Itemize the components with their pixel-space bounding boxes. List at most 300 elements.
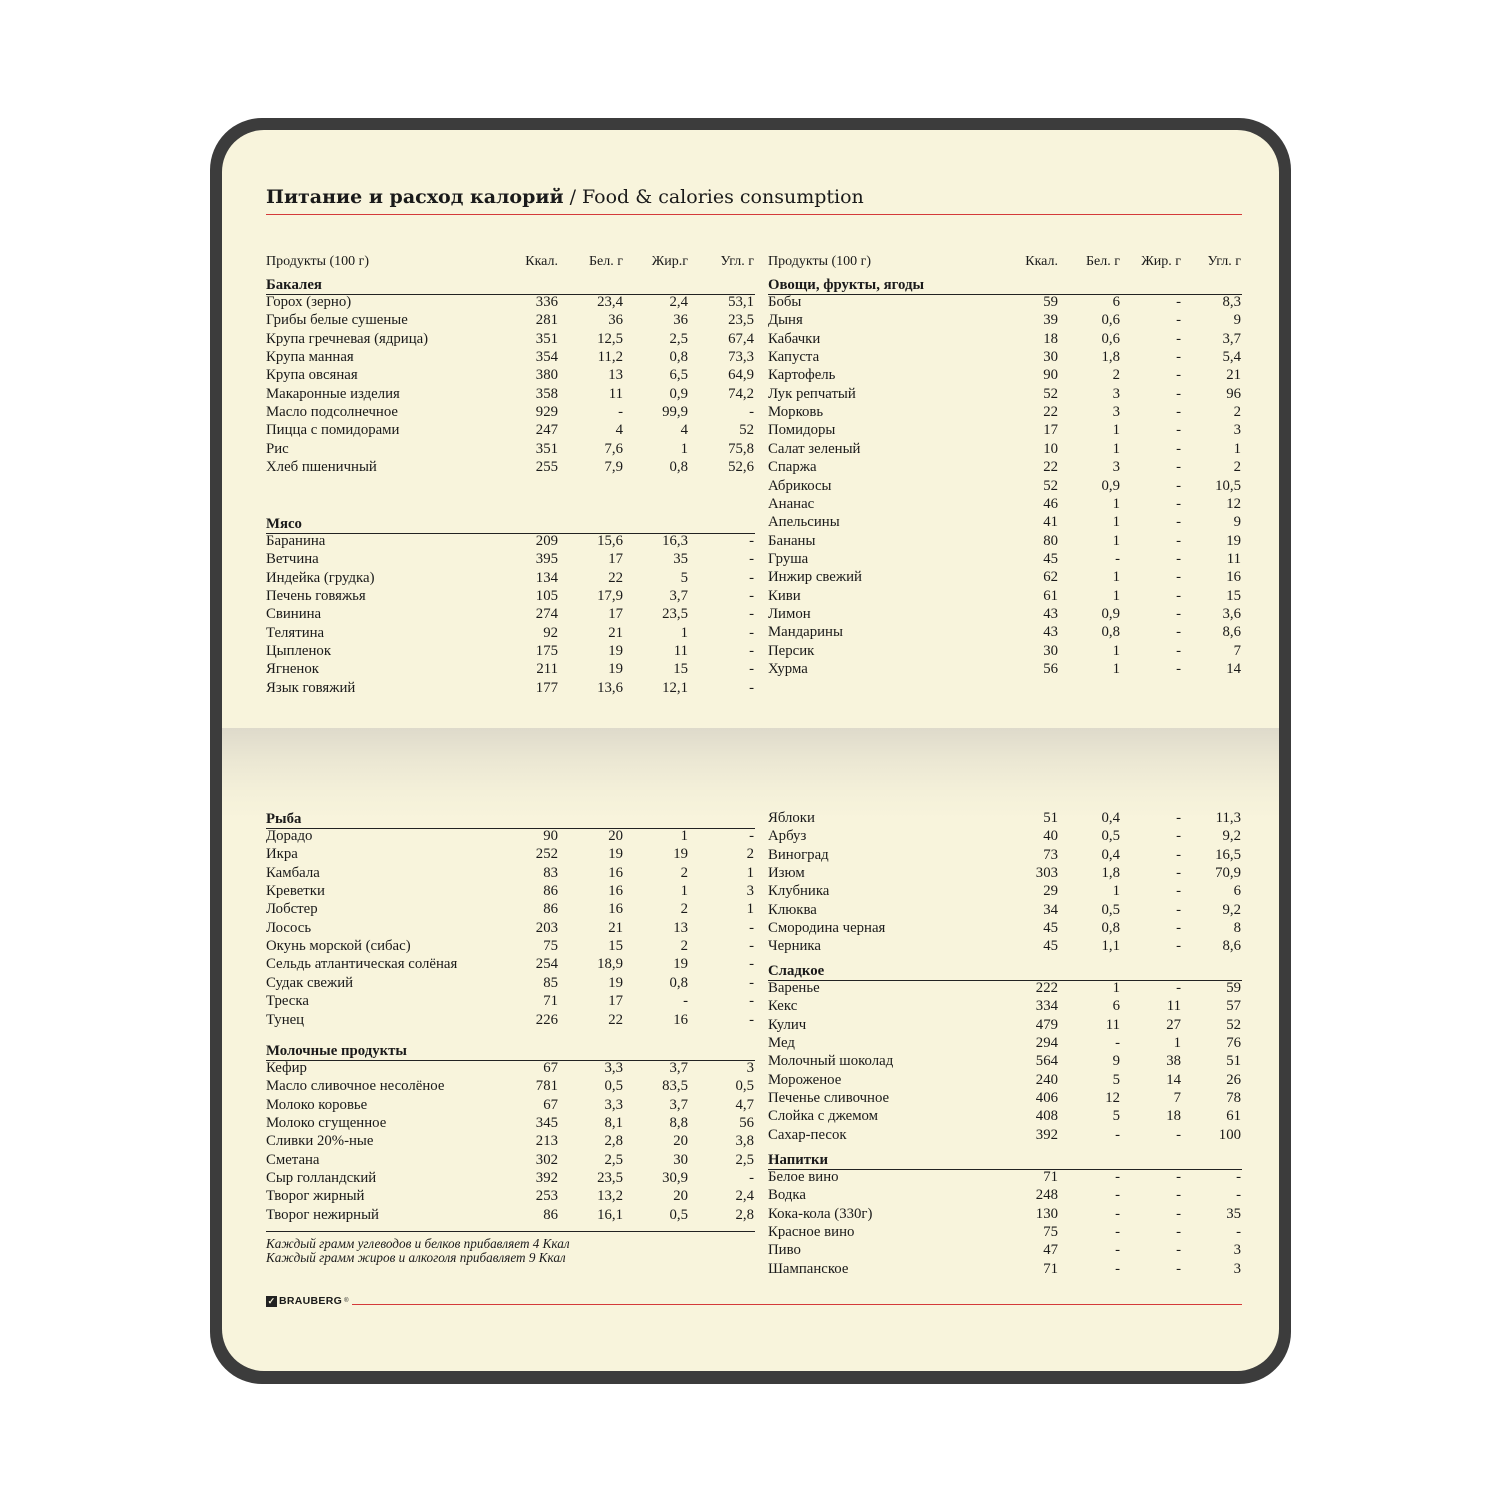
product-name: Сахар-песок — [768, 1126, 847, 1143]
protein-value: 12 — [1105, 1090, 1120, 1107]
fat-value: 19 — [673, 956, 688, 973]
fat-value: 1 — [680, 828, 688, 844]
table-row — [266, 550, 755, 568]
product-name: Морковь — [768, 404, 824, 421]
carbs-value: 61 — [1226, 1108, 1241, 1125]
product-name: Хлеб пшеничный — [266, 459, 377, 476]
carbs-value: 3,6 — [1222, 605, 1241, 622]
carbs-value: 16 — [1226, 569, 1241, 586]
table-row — [266, 403, 755, 421]
table-row — [768, 827, 1242, 845]
protein-value: 16 — [608, 864, 623, 881]
product-name: Молочный шоколад — [768, 1053, 894, 1070]
table-row — [768, 293, 1242, 311]
table-row — [266, 955, 755, 973]
carbs-value: 59 — [1226, 980, 1241, 996]
protein-value: 7,6 — [604, 440, 623, 457]
kcal-value: 46 — [1043, 495, 1058, 512]
column-header-col-fat: Жир. г — [1141, 254, 1181, 269]
product-name: Баранина — [266, 533, 326, 549]
table-row — [266, 642, 755, 660]
product-name: Пицца с помидорами — [266, 422, 400, 439]
carbs-value: 8,6 — [1222, 624, 1241, 641]
kcal-value: 929 — [535, 404, 558, 421]
kcal-value: 226 — [535, 1011, 558, 1028]
kcal-value: 86 — [543, 901, 558, 918]
fat-value: 6,5 — [669, 367, 688, 384]
table-row — [768, 403, 1242, 421]
kcal-value: 67 — [543, 1096, 558, 1113]
carbs-value: 1 — [746, 864, 754, 881]
product-name: Шампанское — [768, 1260, 849, 1277]
table-row — [266, 992, 755, 1010]
carbs-value: 9,2 — [1222, 828, 1241, 845]
product-name: Икра — [266, 846, 298, 863]
section-title-myaso: Мясо — [266, 516, 755, 534]
kcal-value: 71 — [1043, 1169, 1058, 1185]
protein-value: 18,9 — [597, 956, 623, 973]
kcal-value: 61 — [1043, 587, 1058, 604]
product-name: Бананы — [768, 532, 816, 549]
product-name: Белое вино — [768, 1169, 839, 1185]
protein-value: 19 — [608, 643, 623, 660]
protein-value: 1 — [1112, 532, 1120, 549]
carbs-value: - — [749, 679, 754, 696]
table-row — [768, 919, 1242, 937]
carbs-value: - — [749, 919, 754, 936]
brand-name: BRAUBERG — [279, 1295, 343, 1307]
kcal-value: 22 — [1043, 459, 1058, 476]
product-name: Крупа овсяная — [266, 367, 358, 384]
table-row — [768, 1168, 1242, 1186]
table-row — [768, 1107, 1242, 1125]
table-row — [266, 458, 755, 476]
carbs-value: 16,5 — [1215, 846, 1241, 863]
table-row — [768, 1089, 1242, 1107]
table-row — [768, 477, 1242, 495]
fat-value: - — [1176, 938, 1181, 955]
kcal-value: 10 — [1043, 440, 1058, 457]
table-row — [768, 1016, 1242, 1034]
section-title-moloko: Молочные продукты — [266, 1043, 755, 1061]
protein-value: 8,1 — [604, 1115, 623, 1132]
product-name: Свинина — [266, 606, 322, 623]
carbs-value: - — [749, 938, 754, 955]
note-line-1: Каждый грамм углеводов и белков прибавляет 4 Ккал — [266, 1236, 570, 1251]
carbs-value: 3 — [746, 1060, 754, 1076]
carbs-value: 52 — [739, 422, 754, 439]
product-name: Персик — [768, 642, 815, 659]
protein-value: 1 — [1112, 883, 1120, 900]
kcal-value: 86 — [543, 883, 558, 900]
product-name: Цыпленок — [266, 643, 332, 660]
table-row — [266, 1114, 755, 1132]
fat-value: - — [1176, 865, 1181, 882]
protein-value: 0,6 — [1101, 312, 1120, 329]
carbs-value: - — [749, 551, 754, 568]
carbs-value: - — [749, 974, 754, 991]
table-row — [768, 568, 1242, 586]
table-row — [266, 845, 755, 863]
check-icon: ✓ — [267, 1295, 276, 1306]
kcal-value: 73 — [1043, 846, 1058, 863]
fat-value: 0,8 — [669, 974, 688, 991]
table-row — [768, 882, 1242, 900]
protein-value: - — [618, 404, 623, 421]
table-row — [768, 605, 1242, 623]
carbs-value: - — [749, 404, 754, 421]
fat-value: - — [1176, 367, 1181, 384]
protein-value: 15,6 — [597, 533, 623, 549]
kcal-value: 71 — [543, 993, 558, 1010]
fat-value: - — [1176, 514, 1181, 531]
kcal-value: 406 — [1035, 1090, 1058, 1107]
product-name: Водка — [768, 1187, 806, 1204]
table-row — [266, 440, 755, 458]
fat-value: - — [1176, 1187, 1181, 1204]
table-row — [768, 623, 1242, 641]
table-row — [768, 937, 1242, 955]
product-name: Ананас — [768, 495, 815, 512]
kcal-value: 213 — [535, 1133, 558, 1150]
table-row — [768, 660, 1242, 678]
carbs-value: 56 — [739, 1115, 754, 1132]
table-row — [266, 624, 755, 642]
protein-value: 16,1 — [597, 1206, 623, 1223]
kcal-value: 45 — [1043, 550, 1058, 567]
protein-value: - — [1115, 1205, 1120, 1222]
product-name: Ветчина — [266, 551, 319, 568]
carbs-value: 51 — [1226, 1053, 1241, 1070]
fat-value: 2 — [680, 864, 688, 881]
section-title-napitki: Напитки — [768, 1152, 1242, 1170]
carbs-value: 2,5 — [735, 1151, 754, 1168]
table-row — [768, 846, 1242, 864]
carbs-value: 64,9 — [728, 367, 754, 384]
carbs-value: 1 — [746, 901, 754, 918]
page-fold — [222, 728, 1279, 820]
kcal-value: 17 — [1043, 422, 1058, 439]
fat-value: 3,7 — [669, 1096, 688, 1113]
table-row — [768, 1260, 1242, 1278]
protein-value: 3 — [1112, 385, 1120, 402]
carbs-value: - — [749, 624, 754, 641]
product-name: Сметана — [266, 1151, 320, 1168]
product-name: Лимон — [768, 605, 811, 622]
product-name: Бобы — [768, 294, 802, 310]
kcal-value: 92 — [543, 624, 558, 641]
carbs-value: 2,4 — [735, 1188, 754, 1205]
fat-value: 12,1 — [662, 679, 688, 696]
carbs-value: 70,9 — [1215, 865, 1241, 882]
kcal-value: 351 — [535, 440, 558, 457]
product-name: Телятина — [266, 624, 325, 641]
product-name: Клубника — [768, 883, 830, 900]
kcal-value: 247 — [535, 422, 558, 439]
brand-logo — [266, 1294, 349, 1308]
protein-value: 15 — [608, 938, 623, 955]
table-row — [266, 348, 755, 366]
product-name: Яблоки — [768, 810, 815, 826]
kcal-value: 52 — [1043, 385, 1058, 402]
fat-value: 0,8 — [669, 459, 688, 476]
protein-value: - — [1115, 1169, 1120, 1185]
protein-value: 3 — [1112, 404, 1120, 421]
table-row — [266, 1151, 755, 1169]
fat-value: - — [1176, 901, 1181, 918]
protein-value: - — [1115, 1260, 1120, 1277]
fat-value: 2,5 — [669, 330, 688, 347]
protein-value: 0,5 — [1101, 828, 1120, 845]
product-name: Дорадо — [266, 828, 313, 844]
fat-value: - — [683, 993, 688, 1010]
fat-value: - — [1176, 587, 1181, 604]
carbs-value: 11 — [1226, 550, 1241, 567]
kcal-value: 203 — [535, 919, 558, 936]
table-row — [266, 864, 755, 882]
product-name: Молоко сгущенное — [266, 1115, 387, 1132]
kcal-value: 71 — [1043, 1260, 1058, 1277]
kcal-value: 345 — [535, 1115, 558, 1132]
kcal-value: 303 — [1035, 865, 1058, 882]
carbs-value: 67,4 — [728, 330, 754, 347]
table-row — [266, 1206, 755, 1224]
fat-value: - — [1176, 810, 1181, 826]
kcal-value: 392 — [1035, 1126, 1058, 1143]
table-row — [768, 901, 1242, 919]
fat-value: - — [1176, 1224, 1181, 1241]
table-row — [768, 1052, 1242, 1070]
carbs-value: 6 — [1233, 883, 1241, 900]
table-row — [266, 660, 755, 678]
protein-value: 0,8 — [1101, 624, 1120, 641]
product-name: Виноград — [768, 846, 829, 863]
protein-value: 0,5 — [604, 1078, 623, 1095]
carbs-value: 3 — [1233, 1242, 1241, 1259]
table-row — [266, 1132, 755, 1150]
product-name: Печенье сливочное — [768, 1090, 890, 1107]
kcal-value: 408 — [1035, 1108, 1058, 1125]
carbs-value: 9,2 — [1222, 901, 1241, 918]
carbs-value: - — [749, 606, 754, 623]
table-row — [768, 311, 1242, 329]
protein-value: 16 — [608, 901, 623, 918]
product-name: Инжир свежий — [768, 569, 862, 586]
column-header-col-kcal: Ккал. — [1025, 254, 1058, 269]
fat-value: 3,7 — [669, 1060, 688, 1076]
protein-value: 1,1 — [1101, 938, 1120, 955]
protein-value: 22 — [608, 1011, 623, 1028]
product-name: Капуста — [768, 349, 820, 366]
page-title — [266, 186, 1242, 208]
kcal-value: 351 — [535, 330, 558, 347]
product-name: Смородина черная — [768, 920, 886, 937]
table-row — [768, 366, 1242, 384]
product-name: Мандарины — [768, 624, 843, 641]
table-row — [768, 385, 1242, 403]
fat-value: - — [1176, 624, 1181, 641]
protein-value: 1 — [1112, 569, 1120, 586]
product-name: Лук репчатый — [768, 385, 856, 402]
protein-value: 3,3 — [604, 1096, 623, 1113]
product-name: Масло подсолнечное — [266, 404, 398, 421]
fat-value: - — [1176, 422, 1181, 439]
carbs-value: 76 — [1226, 1035, 1241, 1052]
product-name: Тунец — [266, 1011, 305, 1028]
fat-value: - — [1176, 661, 1181, 677]
carbs-value: 52 — [1226, 1016, 1241, 1033]
column-header-col-product: Продукты (100 г) — [266, 254, 370, 269]
table-row — [266, 421, 755, 439]
table-row — [266, 587, 755, 605]
table-row — [266, 1077, 755, 1095]
protein-value: 2,8 — [604, 1133, 623, 1150]
product-name: Крупа манная — [266, 349, 354, 366]
kcal-value: 253 — [535, 1188, 558, 1205]
kcal-value: 18 — [1043, 330, 1058, 347]
kcal-value: 45 — [1043, 938, 1058, 955]
column-header-col-protein: Бел. г — [1086, 254, 1120, 269]
protein-value: - — [1115, 1126, 1120, 1143]
kcal-value: 222 — [1035, 980, 1058, 996]
title-en: / Food & calories consumption — [569, 186, 864, 208]
product-name: Крупа гречневая (ядрица) — [266, 330, 429, 347]
fat-value: 0,8 — [669, 349, 688, 366]
table-row — [266, 1059, 755, 1077]
product-name: Черника — [768, 938, 821, 955]
section-title-bakaleya: Бакалея — [266, 277, 755, 295]
kcal-value: 281 — [535, 312, 558, 329]
protein-value: 11,2 — [597, 349, 623, 366]
kcal-value: 39 — [1043, 312, 1058, 329]
fat-value: 20 — [673, 1133, 688, 1150]
protein-value: 1 — [1112, 440, 1120, 457]
carbs-value: 3 — [1233, 1260, 1241, 1277]
kcal-value: 395 — [535, 551, 558, 568]
carbs-value: - — [749, 1011, 754, 1028]
product-name: Клюква — [768, 901, 817, 918]
carbs-value: 75,8 — [728, 440, 754, 457]
kcal-value: 51 — [1043, 810, 1058, 826]
protein-value: - — [1115, 1224, 1120, 1241]
product-name: Груша — [768, 550, 809, 567]
product-name: Сливки 20%-ные — [266, 1133, 374, 1150]
carbs-value: 96 — [1226, 385, 1241, 402]
kcal-value: 274 — [535, 606, 558, 623]
fat-value: - — [1176, 495, 1181, 512]
carbs-value: 3 — [1233, 422, 1241, 439]
product-name: Лобстер — [266, 901, 318, 918]
product-name: Кулич — [768, 1016, 807, 1033]
protein-value: 1 — [1112, 642, 1120, 659]
column-header-col-kcal: Ккал. — [525, 254, 558, 269]
kcal-value: 175 — [535, 643, 558, 660]
fat-value: - — [1176, 385, 1181, 402]
kcal-value: 83 — [543, 864, 558, 881]
table-row — [266, 330, 755, 348]
table-row — [266, 679, 755, 697]
fat-value: 18 — [1166, 1108, 1181, 1125]
protein-value: - — [1115, 1035, 1120, 1052]
kcal-value: 248 — [1035, 1187, 1058, 1204]
product-name: Творог жирный — [266, 1188, 365, 1205]
kcal-value: 479 — [1035, 1016, 1058, 1033]
fat-value: 16,3 — [662, 533, 688, 549]
product-name: Треска — [266, 993, 309, 1010]
fat-value: - — [1176, 550, 1181, 567]
product-name: Индейка (грудка) — [266, 569, 375, 586]
fat-value: 4 — [680, 422, 688, 439]
protein-value: 1 — [1112, 514, 1120, 531]
protein-value: 23,4 — [597, 294, 623, 310]
carbs-value: - — [749, 569, 754, 586]
protein-value: 11 — [1105, 1016, 1120, 1033]
product-name: Творог нежирный — [266, 1206, 379, 1223]
fat-value: - — [1176, 294, 1181, 310]
protein-value: 13,6 — [597, 679, 623, 696]
kcal-value: 781 — [535, 1078, 558, 1095]
protein-value: 17,9 — [597, 588, 623, 605]
product-name: Апельсины — [768, 514, 840, 531]
kcal-value: 564 — [1035, 1053, 1058, 1070]
protein-value: 36 — [608, 312, 623, 329]
kcal-value: 75 — [1043, 1224, 1058, 1241]
table-row — [266, 974, 755, 992]
product-name: Грибы белые сушеные — [266, 312, 408, 329]
kcal-value: 240 — [1035, 1071, 1058, 1088]
protein-value: 13,2 — [597, 1188, 623, 1205]
kcal-value: 52 — [1043, 477, 1058, 494]
fat-value: 11 — [1166, 998, 1181, 1015]
product-name: Печень говяжья — [266, 588, 366, 605]
table-row — [768, 550, 1242, 568]
fat-value: 13 — [673, 919, 688, 936]
kcal-value: 34 — [1043, 901, 1058, 918]
kcal-value: 62 — [1043, 569, 1058, 586]
fat-value: - — [1176, 569, 1181, 586]
fat-value: - — [1176, 459, 1181, 476]
kcal-value: 47 — [1043, 1242, 1058, 1259]
fat-value: 0,9 — [669, 385, 688, 402]
fat-value: 16 — [673, 1011, 688, 1028]
carbs-value: - — [749, 956, 754, 973]
protein-value: - — [1115, 1242, 1120, 1259]
fat-value: - — [1176, 1260, 1181, 1277]
table-row — [768, 495, 1242, 513]
kcal-value: 336 — [535, 294, 558, 310]
table-row — [768, 979, 1242, 997]
protein-value: 1 — [1112, 422, 1120, 439]
protein-value: 3,3 — [604, 1060, 623, 1076]
kcal-value: 41 — [1043, 514, 1058, 531]
product-name: Кока-кола (330г) — [768, 1205, 873, 1222]
title-ru: Питание и расход калорий — [266, 186, 564, 208]
table-row — [266, 1187, 755, 1205]
kcal-value: 252 — [535, 846, 558, 863]
fat-value: 1 — [680, 440, 688, 457]
kcal-value: 177 — [535, 679, 558, 696]
protein-value: 6 — [1112, 998, 1120, 1015]
footer-line — [352, 1304, 1242, 1305]
protein-value: 0,8 — [1101, 920, 1120, 937]
fat-value: - — [1176, 883, 1181, 900]
kcal-value: 80 — [1043, 532, 1058, 549]
carbs-value: - — [749, 588, 754, 605]
product-name: Кабачки — [768, 330, 821, 347]
protein-value: 3 — [1112, 459, 1120, 476]
table-row — [768, 809, 1242, 827]
section-title-ryba: Рыба — [266, 811, 755, 829]
